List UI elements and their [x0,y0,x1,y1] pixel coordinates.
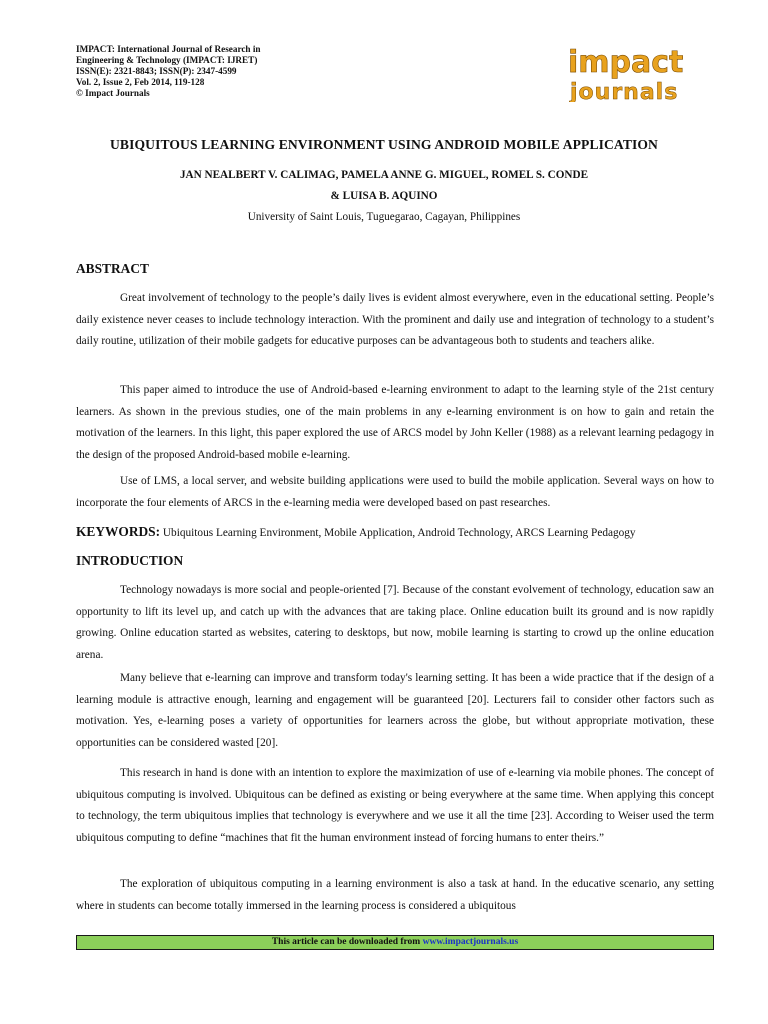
keywords-line [76,524,736,540]
introduction-heading: INTRODUCTION [76,553,184,568]
abstract-paragraph-1: Great involvement of technology to the people’s daily lives is evident almost everywhere, even in the educational setting. People’s daily existence never ceases to include technology interaction. With the prominent and daily use and integration of technology to a student’s daily routine, utilization of their mobile gadgets for educative purposes can be advantageous both to students and teachers alike. [76,292,714,348]
issn-line: ISSN(E): 2321-8843; ISSN(P): 2347-4599 [76,66,237,76]
paper-title: UBIQUITOUS LEARNING ENVIRONMENT USING ANDROID MOBILE APPLICATION [110,137,658,152]
intro-paragraph-4: The exploration of ubiquitous computing in a learning environment is also a task at hand. In the educative scenario, any setting where in students can become totally immersed in the learning process is considered a ubiquitous [76,878,714,912]
keywords-text: Ubiquitous Learning Environment, Mobile Application, Android Technology, ARCS Learning Pedagogy [160,527,636,539]
abstract-paragraph-2: This paper aimed to introduce the use of Android-based e-learning environment to adapt to the learning style of the 21st century learners. As shown in the previous studies, one of the main problems in any e-learning environment is on how to gain and retain the motivation of the learners. In this light, this paper explored the use of ARCS model by John Keller (1988) as a relevant learning pedagogy in the design of the proposed Android-based mobile e-learning. [76,384,714,461]
volume-line: Vol. 2, Issue 2, Feb 2014, 119-128 [76,77,205,87]
journal-header [76,44,261,99]
intro-paragraph-2: Many believe that e-learning can improve and transform today's learning setting. It has been a wide practice that if the design of a learning module is attractive enough, learning and engagement will be guaranteed [20]. Lecturers fail to consider other factors such as motivation. Yes, e-learning poses a variety of opportunities for learners across the globe, but without appropriate motivation, these opportunities can be considered wasted [20]. [76,672,714,749]
impact-journals-logo [566,44,714,102]
journal-name-line1: IMPACT: International Journal of Research in [76,44,261,54]
logo-bottom-text: journals [570,80,679,102]
keywords-label: KEYWORDS: [76,524,161,539]
logo-top-text: impact [568,45,684,80]
authors-line-2: & LUISA B. AQUINO [330,190,438,202]
abstract-heading: ABSTRACT [76,261,149,276]
journal-name-line2: Engineering & Technology (IMPACT: IJRET) [76,55,258,65]
intro-paragraph-3: This research in hand is done with an intention to explore the maximization of use of e-learning via mobile phones. The concept of ubiquitous computing is involved. Ubiquitous can be defined as existing or being everywhere at the same time. When applying this concept to technology, the term ubiquitous implies that technology is everywhere and we use it all the time [23]. According to Weiser used the term ubiquitous computing to define “machines that fit the human environment instead of forcing humans to enter theirs.” [76,767,714,844]
footer-text: This article can be downloaded from [271,937,423,947]
footer-link[interactable]: www.impactjournals.us [422,937,519,947]
affiliation: University of Saint Louis, Tuguegarao, Cagayan, Philippines [247,211,521,223]
authors-line-1: JAN NEALBERT V. CALIMAG, PAMELA ANNE G. MIGUEL, ROMEL S. CONDE [179,169,589,181]
intro-paragraph-1: Technology nowadays is more social and people-oriented [7]. Because of the constant evolvement of technology, education saw an opportunity to lift its level up, and catch up with the advances that are taking place. Online education built its ground and is now rapidly growing. Online education started as websites, catering to desktops, but now, mobile learning is starting to crowd up the online education arena. [76,584,714,661]
copyright-line: © Impact Journals [76,88,150,98]
abstract-paragraph-3: Use of LMS, a local server, and website building applications were used to build the mobile application. Several ways on how to incorporate the four elements of ARCS in the e-learning media were developed based on past researches. [76,475,714,509]
download-footer-bar [76,935,714,950]
